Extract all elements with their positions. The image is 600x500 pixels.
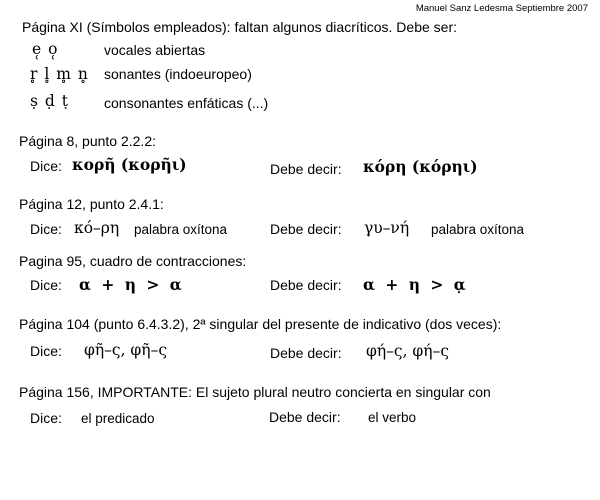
- debe-note: palabra oxítona: [431, 222, 525, 237]
- erratum-heading: Página 8, punto 2.2.2:: [19, 133, 156, 149]
- symbols-sonants: r̥ l̥ m̥ n̥: [30, 65, 89, 83]
- debe-note: el verbo: [368, 410, 417, 425]
- debe-value: φή–ς, φή–ς: [366, 342, 449, 360]
- debe-label: Debe decir:: [270, 161, 342, 177]
- dice-label: Dice:: [30, 277, 62, 293]
- dice-value: α + η > α: [79, 275, 182, 294]
- symbols-emphatic: ṣ ḍ ṭ: [30, 92, 69, 110]
- dice-label: Dice:: [30, 221, 62, 237]
- dice-note: palabra oxítona: [134, 222, 228, 237]
- dice-label: Dice:: [30, 410, 62, 426]
- debe-label: Debe decir:: [270, 345, 342, 361]
- debe-value: γυ–νή: [364, 219, 410, 237]
- dice-value: κό–ρη: [74, 219, 120, 237]
- symbols-open-vowels-desc: vocales abiertas: [104, 42, 206, 58]
- symbols-emphatic-desc: consonantes enfáticas (...): [104, 95, 269, 111]
- symbols-heading: Página XI (Símbolos empleados): faltan algunos diacríticos. Debe ser:: [22, 19, 458, 35]
- dice-value: φῆ–ς, φῆ–ς: [84, 341, 167, 359]
- dice-note: el predicado: [81, 411, 155, 426]
- dice-value: κορῆ (κορῆι): [72, 155, 187, 174]
- debe-value: κόρη (κόρηι): [363, 157, 478, 176]
- debe-label: Debe decir:: [270, 277, 342, 293]
- debe-label: Debe decir:: [270, 221, 342, 237]
- debe-label: Debe decir:: [269, 409, 341, 425]
- symbols-open-vowels: e̜ o̜: [32, 40, 59, 58]
- dice-label: Dice:: [30, 343, 62, 359]
- erratum-heading: Página 12, punto 2.4.1:: [19, 196, 164, 212]
- symbols-sonants-desc: sonantes (indoeuropeo): [104, 66, 252, 82]
- debe-value: α + η > ᾳ: [363, 275, 466, 294]
- erratum-heading: Página 104 (punto 6.4.3.2), 2ª singular del presente de indicativo (dos veces):: [19, 316, 502, 332]
- erratum-heading: Página 156, IMPORTANTE: El sujeto plural neutro concierta en singular con: [19, 384, 491, 400]
- author-date: Manuel Sanz Ledesma Septiembre 2007: [415, 3, 588, 14]
- erratum-heading: Pagina 95, cuadro de contracciones:: [19, 253, 247, 269]
- dice-label: Dice:: [30, 158, 62, 174]
